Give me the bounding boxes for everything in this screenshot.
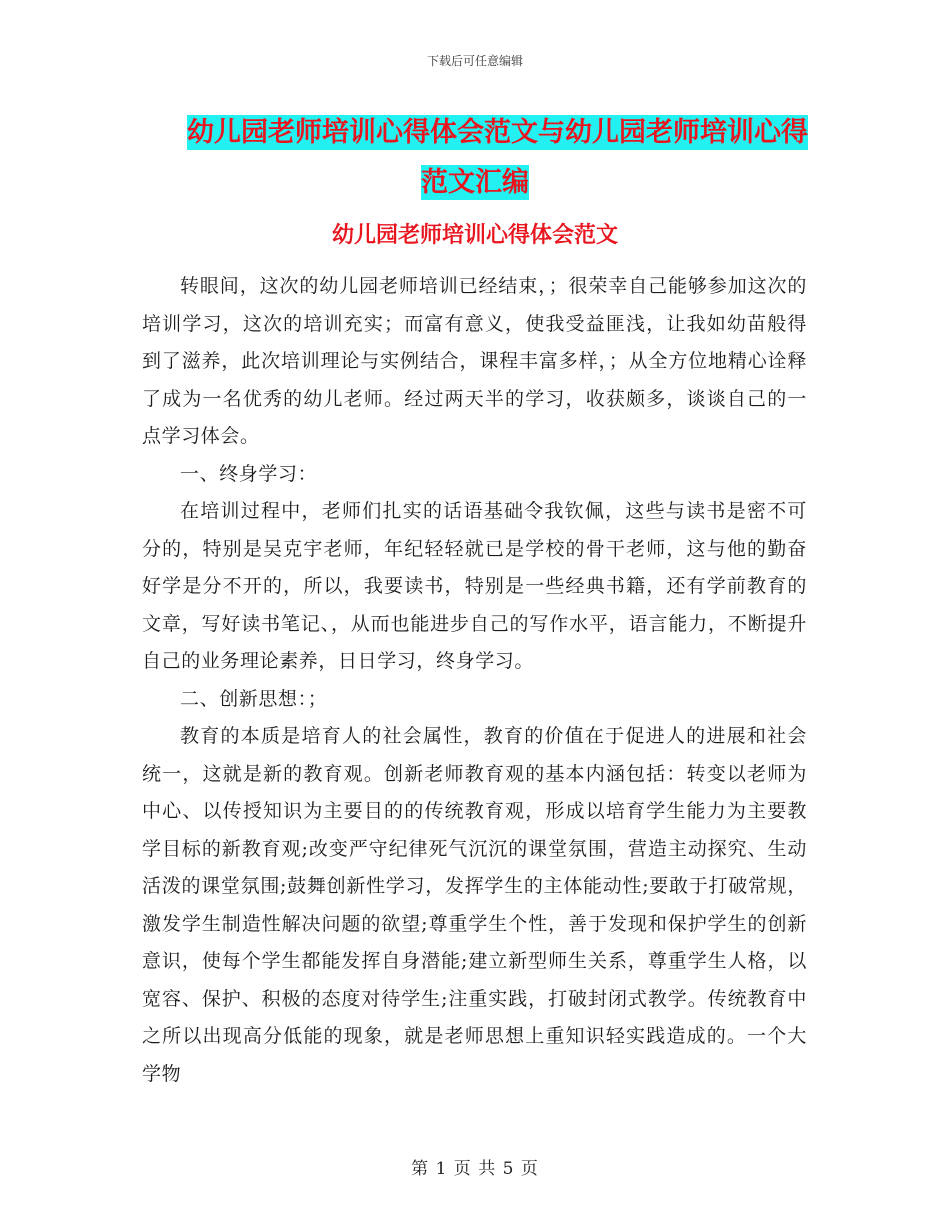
heading-lifelong-learning: 一、终身学习： bbox=[180, 462, 318, 485]
title-line-2 bbox=[0, 158, 950, 208]
header-note: 下载后可任意编辑 bbox=[426, 54, 523, 68]
title-line-1 bbox=[0, 108, 950, 158]
title-line-2-text: 范文汇编 bbox=[421, 167, 529, 198]
body-text bbox=[142, 268, 807, 1093]
section-title: 幼儿园老师培训心得体会范文 bbox=[331, 223, 618, 248]
document-title bbox=[0, 108, 950, 208]
title-line-1-text: 幼儿园老师培训心得体会范文与幼儿园老师培训心得 bbox=[187, 117, 808, 148]
paragraph-intro: 转眼间，这次的幼儿园老师培训已经结束，；很荣幸自己能够参加这次的培训学习，这次的培训充实；而富有意义，使我受益匪浅，让我如幼苗般得到了滋养，此次培训理论与实例结合，课程丰富多样，；从全方位地精心诠释了成为一名优秀的幼儿老师。经过两天半的学习，收获颇多，谈谈自己的一点学习体会。 bbox=[142, 275, 807, 447]
page-footer: 第 1 页 共 5 页 bbox=[411, 1159, 539, 1179]
paragraph-lifelong-learning: 在培训过程中，老师们扎实的话语基础令我钦佩，这些与读书是密不可分的，特别是吴克宇老师，年纪轻轻就已是学校的骨干老师，这与他的勤奋好学是分不开的，所以，我要读书，特别是一些经典书籍，还有学前教育的文章，写好读书笔记、，从而也能进步自己的写作水平，语言能力，不断提升自己的业务理论素养，日日学习，终身学习。 bbox=[142, 500, 807, 672]
paragraph-innovative-thinking: 教育的本质是培育人的社会属性，教育的价值在于促进人的进展和社会统一，这就是新的教育观。创新老师教育观的基本内涵包括：转变以老师为中心、以传授知识为主要目的的传统教育观，形成以培育学生能力为主要教学目标的新教育观;改变严守纪律死气沉沉的课堂氛围，营造主动探究、生动活泼的课堂氛围;鼓舞创新性学习，发挥学生的主体能动性;要敢于打破常规，激发学生制造性解决问题的欲望;尊重学生个性，善于发现和保护学生的创新意识，使每个学生都能发挥自身潜能;建立新型师生关系，尊重学生人格，以宽容、保护、积极的态度对待学生;注重实践，打破封闭式教学。传统教育中之所以出现高分低能的现象，就是老师思想上重知识轻实践造成的。一个大学物 bbox=[142, 725, 807, 1085]
heading-innovative-thinking: 二、创新思想：； bbox=[180, 687, 328, 710]
